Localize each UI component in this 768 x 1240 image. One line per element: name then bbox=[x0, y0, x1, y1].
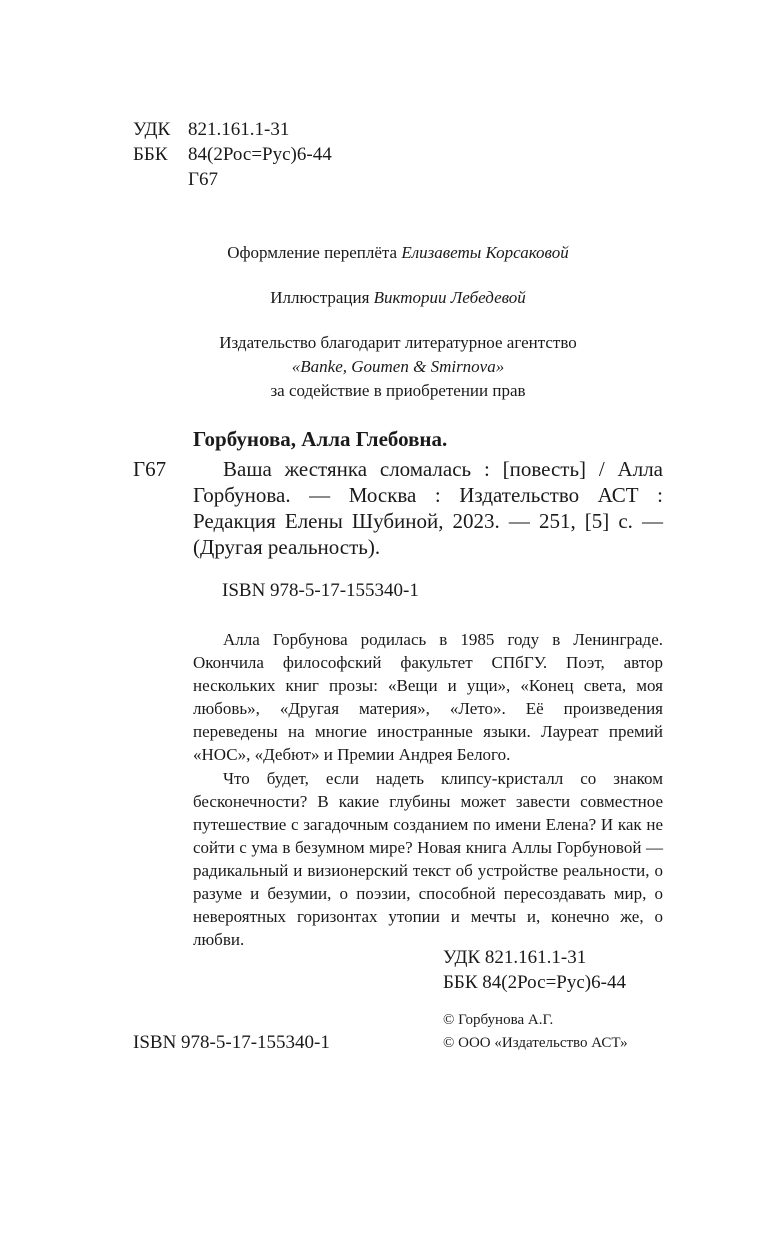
agency-thanks-line-1: Издательство благодарит литературное агентство bbox=[219, 333, 577, 352]
author-heading: Горбунова, Алла Глебовна. bbox=[193, 427, 448, 451]
agency-thanks-line-3: за содействие в приобретении прав bbox=[270, 381, 526, 400]
author-mark-line bbox=[133, 167, 218, 193]
cover-designer-name: Елизаветы Корсаковой bbox=[401, 243, 569, 262]
udk-label: УДК bbox=[133, 119, 171, 140]
bbk-line bbox=[133, 142, 332, 168]
bbk-label: ББК bbox=[133, 144, 168, 165]
author-mark: Г67 bbox=[188, 169, 218, 190]
illustrator-name: Виктории Лебедевой bbox=[373, 288, 526, 307]
agency-name: «Banke, Goumen & Smirnova» bbox=[291, 357, 505, 376]
record-author-mark: Г67 bbox=[133, 457, 167, 481]
footer-udk: УДК 821.161.1-31 bbox=[443, 947, 587, 968]
annotation-book-summary: Что будет, если надеть клипсу-кристалл со знаком бесконечности? В какие глубины может завести совместное путешествие с загадочным созданием по имени Елена? И как не сойти с ума в безумном мире? Новая книга Аллы Горбуновой — радикальный и визионерский текст об устройстве реальности, о разуме и безумии, о поэзии, способной пересоздавать мир, о невероятных горизонтах утопии и мечты и, конечно же, о любви. bbox=[193, 769, 663, 949]
bibliographic-description: Ваша жестянка сломалась : [повесть] / Алла Горбунова. — Москва : Издательство АСТ : Редакция Елены Шубиной, 2023. — 251, [5] с. — (Другая реальность). bbox=[193, 457, 663, 559]
bbk-value: 84(2Рос=Рус)6-44 bbox=[188, 144, 332, 165]
annotation-author-bio: Алла Горбунова родилась в 1985 году в Ленинграде. Окончила философский факультет СПбГУ. Поэт, автор нескольких книг прозы: «Вещи и ущи», «Конец света, моя любовь», «Другая материя», «Лето». Её произведения переведены на многие иностранные языки. Лауреат премий «НОС», «Дебют» и Премии Андрея Белого. bbox=[193, 630, 663, 764]
record-isbn: ISBN 978-5-17-155340-1 bbox=[222, 580, 419, 601]
illustration-credit: Иллюстрация Виктории Лебедевой bbox=[270, 288, 526, 307]
copyright-author: © Горбунова А.Г. bbox=[443, 1012, 554, 1028]
cover-design-credit: Оформление переплёта Елизаветы Корсаковой bbox=[227, 243, 569, 262]
footer-bbk: ББК 84(2Рос=Рус)6-44 bbox=[443, 972, 626, 993]
udk-value: 821.161.1-31 bbox=[188, 119, 290, 140]
udk-line bbox=[133, 117, 289, 143]
footer-isbn: ISBN 978-5-17-155340-1 bbox=[133, 1032, 330, 1053]
copyright-publisher: © ООО «Издательство АСТ» bbox=[443, 1035, 628, 1051]
